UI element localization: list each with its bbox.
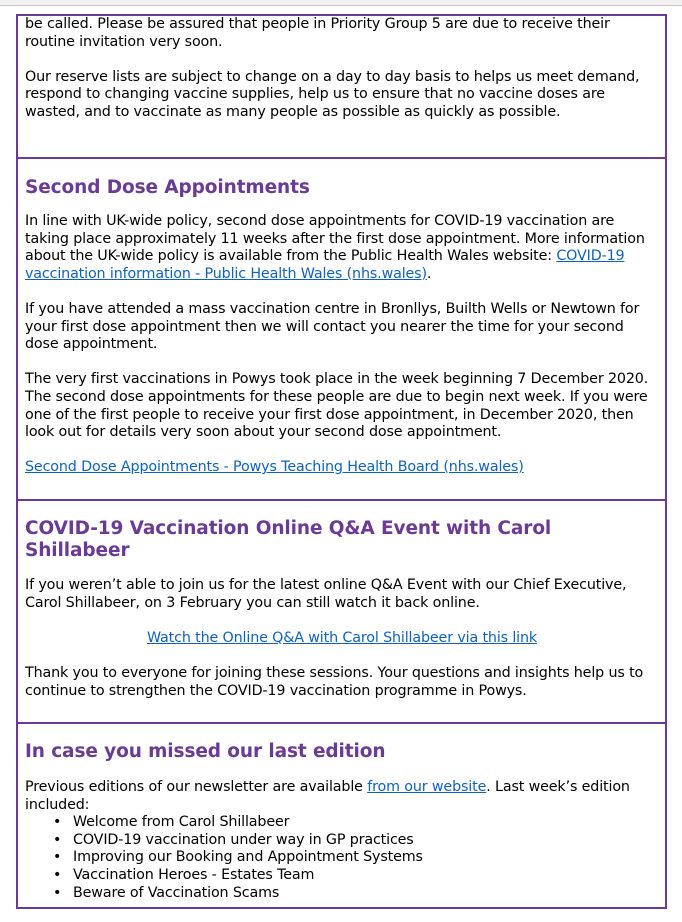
priority-group-paragraph: be called. Please be assured that people in Priority Group 5 are due to receive their routine invitation very soon. — [25, 16, 610, 50]
list-item: • COVID-19 vaccination under way in GP practices — [73, 832, 659, 850]
uk-policy-text: In line with UK-wide policy, second dose appointments for COVID-19 vaccination are taking place approximately 11 weeks after the first dose appointment. More information about the UK-wide policy is available from the Public Health Wales website: — [25, 213, 645, 265]
second-dose-section — [16, 159, 667, 501]
watch-online-qa-link[interactable]: Watch the Online Q&A with Carol Shillabeer via this link — [146, 629, 538, 646]
list-item: • Improving our Booking and Appointment Systems — [73, 849, 659, 867]
last-edition-section — [16, 724, 667, 909]
previous-editions-text: Previous editions of our newsletter are available — [25, 779, 368, 795]
qa-event-heading: COVID-19 Vaccination Online Q&A Event with Carol Shillabeer — [25, 518, 552, 561]
qa-event-section — [16, 501, 667, 724]
newsletter-content — [16, 14, 667, 909]
previous-editions-paragraph — [25, 779, 659, 814]
list-item: • Welcome from Carol Shillabeer — [73, 814, 659, 832]
mass-vaccination-paragraph: If you have attended a mass vaccination centre in Bronllys, Builth Wells or Newtown for your first dose appointment then we will contact you nearer the time for your second dose appointment. — [25, 300, 640, 353]
second-dose-pthb-link[interactable]: Second Dose Appointments - Powys Teaching Health Board (nhs.wales) — [25, 459, 524, 476]
list-item: • Vaccination Heroes - Estates Team — [73, 867, 659, 885]
thank-you-paragraph: Thank you to everyone for joining these sessions. Your questions and insights help us to continue to strengthen the COVID-19 vaccination programme in Powys. — [25, 664, 644, 699]
last-edition-list — [25, 814, 659, 902]
uk-policy-paragraph — [25, 213, 659, 283]
second-dose-heading: Second Dose Appointments — [25, 177, 310, 198]
qa-watch-link-paragraph — [25, 630, 659, 648]
qa-event-paragraph: If you weren’t able to join us for the latest online Q&A Event with our Chief Executive, Carol Shillabeer, on 3 February you can still watch it back online. — [25, 577, 627, 611]
second-dose-link-paragraph — [25, 459, 659, 477]
reserve-list-section — [16, 14, 667, 159]
first-vaccinations-paragraph: The very first vaccinations in Powys took place in the week beginning 7 December 2020. The second dose appointments for these people are due to begin next week. If you were one of the first people to receive your first dose appointment, in December 2020, then look out for details very soon about your second dose appointment. — [25, 371, 649, 441]
uk-policy-end: . — [426, 265, 432, 282]
list-item: • Beware of Vaccination Scams — [73, 885, 659, 903]
top-scroll-edge — [0, 0, 682, 6]
reserve-lists-paragraph: Our reserve lists are subject to change on a day to day basis to helps us meet demand, respond to changing vaccine supplies, help us to ensure that no vaccine doses are wasted, and to vaccinate as many people as possible as quickly as possible. — [25, 68, 640, 120]
phw-vaccination-info-link[interactable]: COVID-19 vaccination information - Public Health Wales (nhs.wales) — [25, 248, 625, 282]
previous-editions-end: . Last week’s edition included: — [25, 779, 630, 813]
last-edition-heading: In case you missed our last edition — [25, 741, 386, 762]
website-link[interactable]: from our website — [367, 779, 487, 795]
